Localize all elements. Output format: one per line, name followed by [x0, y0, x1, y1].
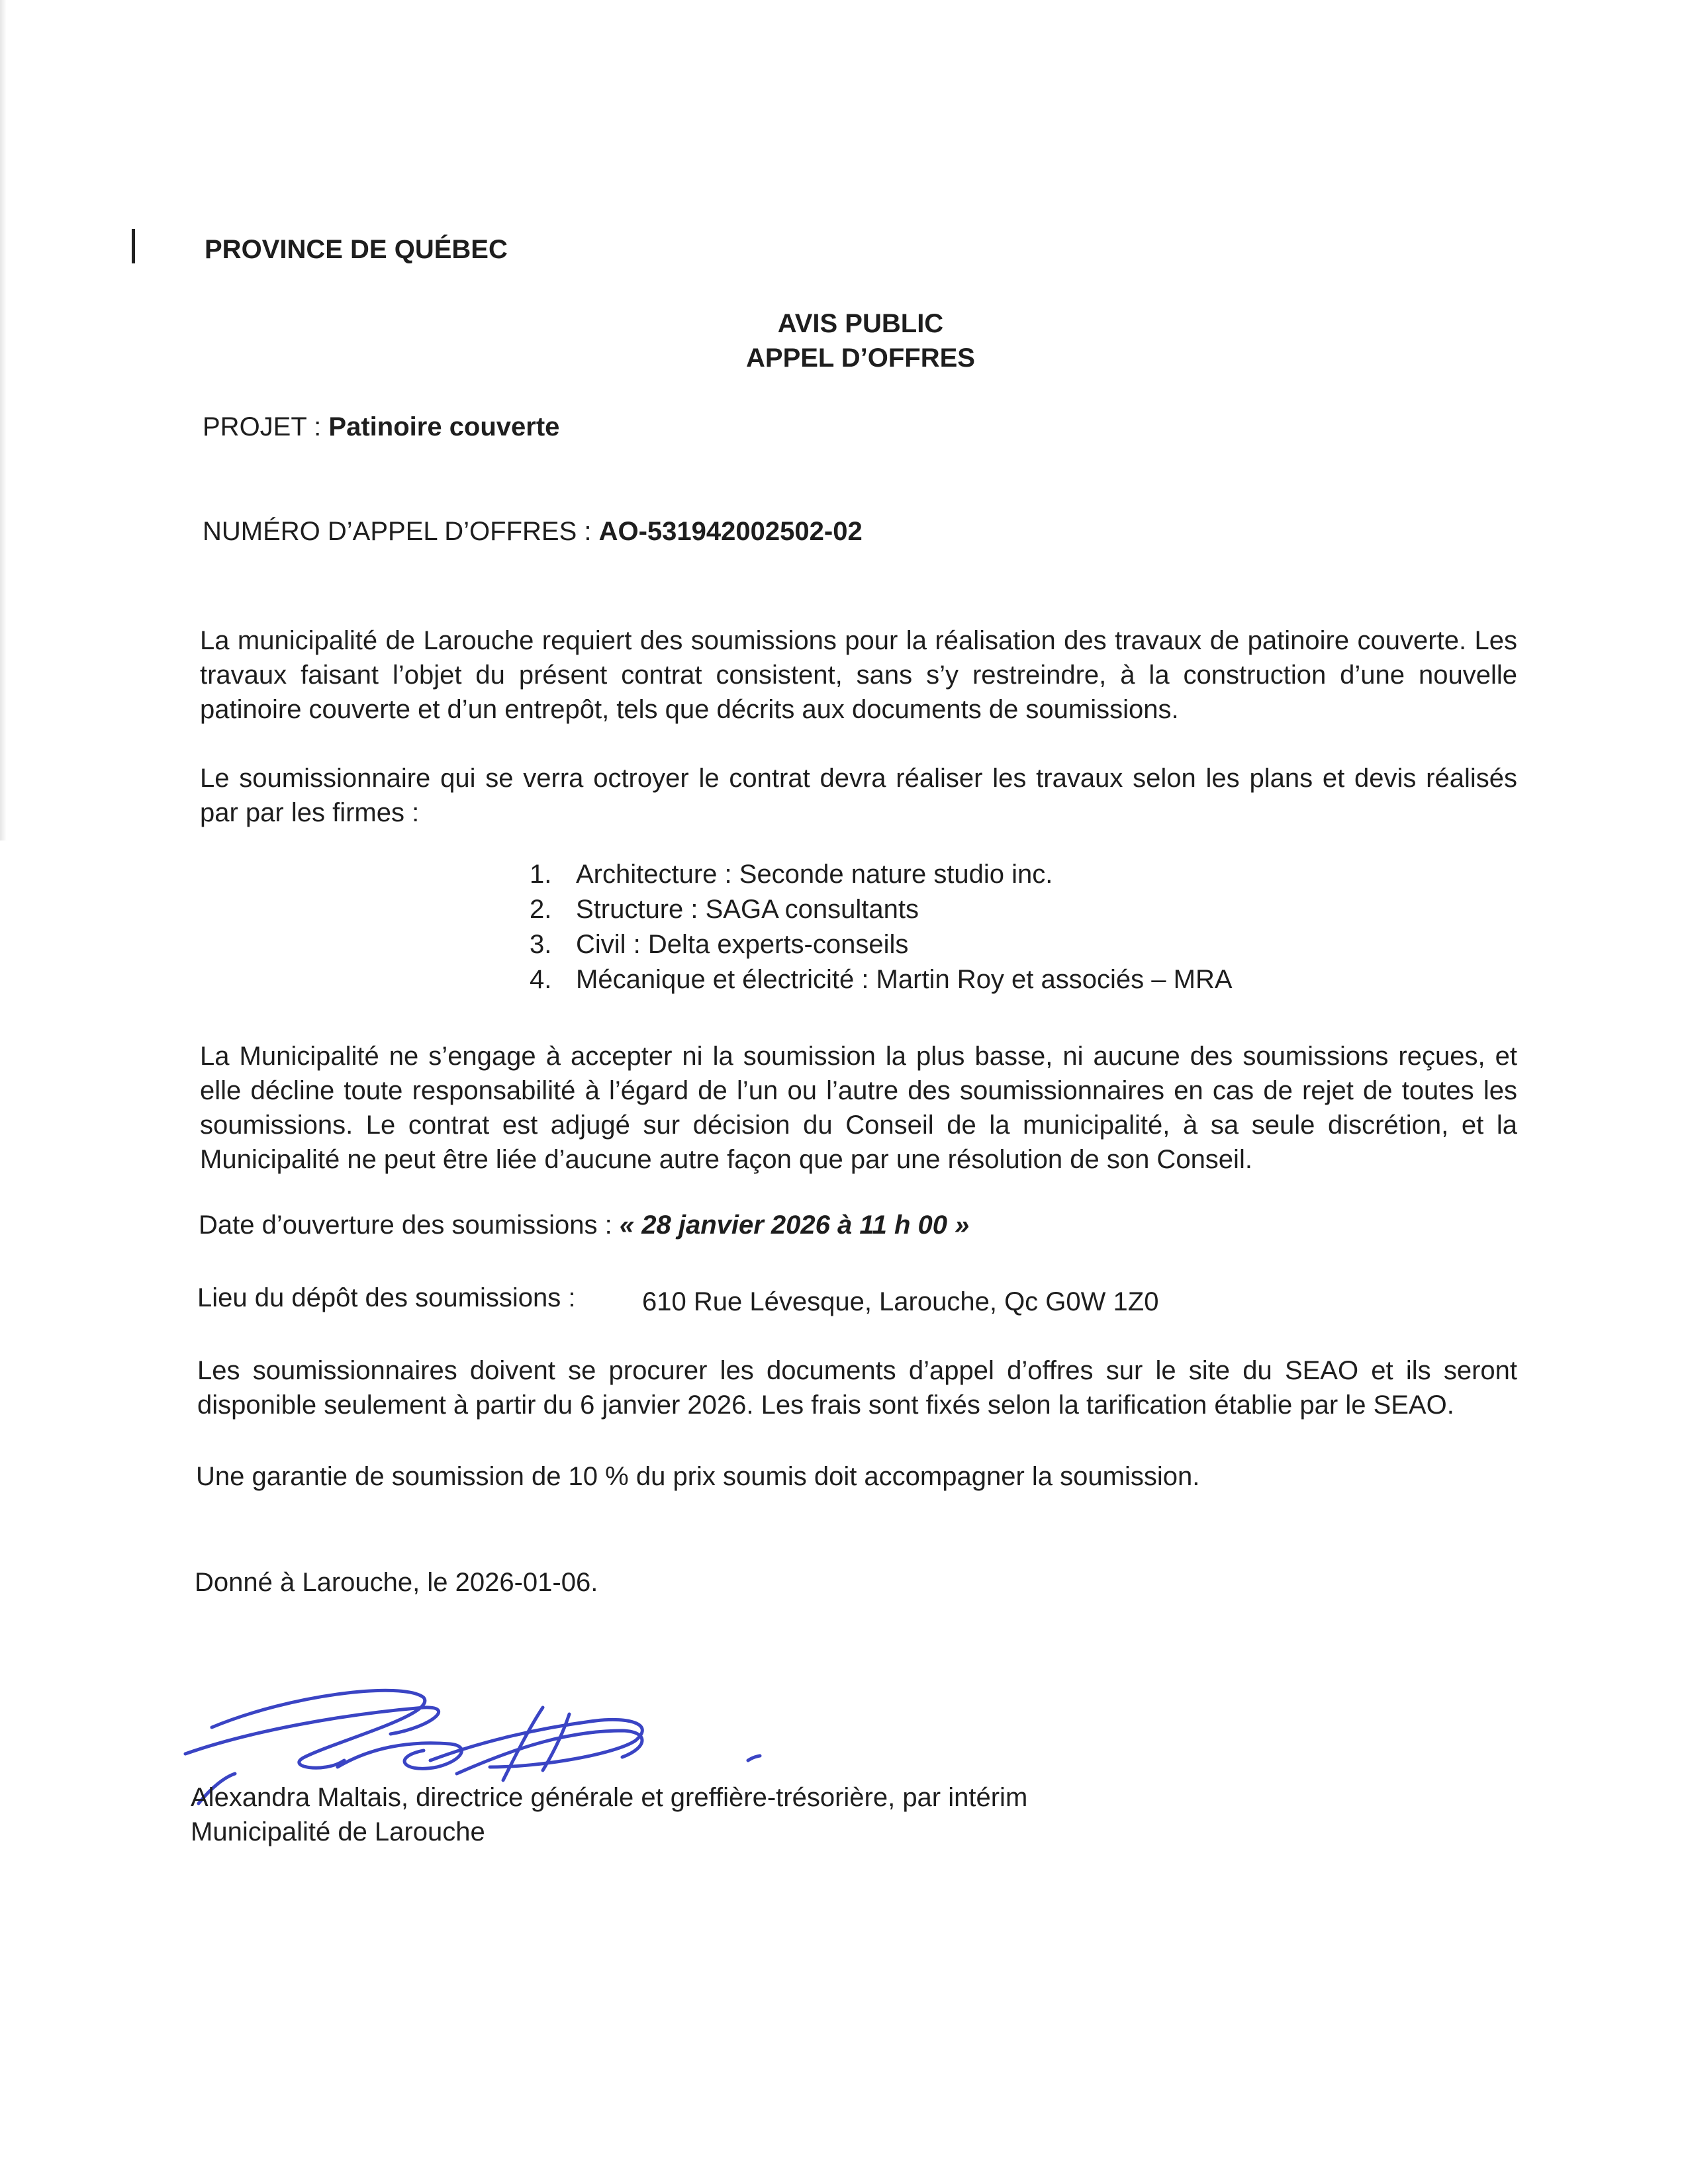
- project-name: Patinoire couverte: [328, 412, 560, 441]
- deposit-address: 610 Rue Lévesque, Larouche, Qc G0W 1Z0: [642, 1287, 1159, 1316]
- firms-intro-paragraph: Le soumissionnaire qui se verra octroyer le contrat devra réaliser les travaux selon les plans et devis réalisés par par les firmes :: [200, 764, 1517, 827]
- disclaimer-paragraph: La Municipalité ne s’engage à accepter ni la soumission la plus basse, ni aucune des soumissions reçues, et elle décline toute responsabilité à l’égard de l’un ou l’autre des soumissionnaires en cas de rejet de toutes les soumissions. Le contrat est adjugé sur décision du Conseil de la municipalité, à sa seule discrétion, et la Municipalité ne peut être liée d’aucune autre façon que par une résolution de son Conseil.: [200, 1042, 1517, 1174]
- project-line: [203, 410, 559, 444]
- province-heading: PROVINCE DE QUÉBEC: [205, 235, 508, 264]
- deposit-label: Lieu du dépôt des soumissions :: [197, 1283, 576, 1312]
- project-label: PROJET :: [203, 412, 322, 441]
- firms-list: [530, 857, 1233, 997]
- tender-label: NUMÉRO D’APPEL D’OFFRES :: [203, 517, 592, 546]
- guarantee-paragraph: Une garantie de soumission de 10 % du prix soumis doit accompagner la soumission.: [196, 1462, 1200, 1491]
- scan-edge-shadow: [0, 0, 7, 841]
- list-item: 2. Structure : SAGA consultants: [530, 895, 919, 924]
- opening-date-value: « 28 janvier 2026 à 11 h 00 »: [619, 1210, 970, 1240]
- margin-mark: [132, 229, 135, 263]
- tender-number: AO-531942002502-02: [598, 517, 863, 546]
- signatory-name-title: Alexandra Maltais, directrice générale et greffière-trésorière, par intérim: [191, 1783, 1028, 1812]
- list-item: 4. Mécanique et électricité : Martin Roy et associés – MRA: [530, 965, 1233, 994]
- documents-paragraph: Les soumissionnaires doivent se procurer les documents d’appel d’offres sur le site du SEAO et ils seront disponible seulement à partir du 6 janvier 2026. Les frais sont fixés selon la tarification établie par le SEAO.: [197, 1356, 1517, 1420]
- intro-paragraph: La municipalité de Larouche requiert des soumissions pour la réalisation des travaux de patinoire couverte. Les travaux faisant l’objet du présent contrat consistent, sans s’y restreindre, à la construction d’une nouvelle patinoire couverte et d’un entrepôt, tels que décrits aux documents de soumissions.: [200, 626, 1517, 724]
- signatory-organization: Municipalité de Larouche: [191, 1817, 485, 1846]
- tender-line: [203, 514, 863, 549]
- list-item: 3. Civil : Delta experts-conseils: [530, 930, 909, 959]
- opening-date-label: Date d’ouverture des soumissions :: [199, 1210, 612, 1240]
- notice-title: AVIS PUBLIC: [777, 309, 944, 338]
- given-date-line: Donné à Larouche, le 2026-01-06.: [195, 1568, 598, 1597]
- list-item: 1. Architecture : Seconde nature studio inc.: [530, 860, 1053, 889]
- opening-date-line: [199, 1208, 969, 1242]
- notice-subtitle: APPEL D’OFFRES: [746, 343, 975, 373]
